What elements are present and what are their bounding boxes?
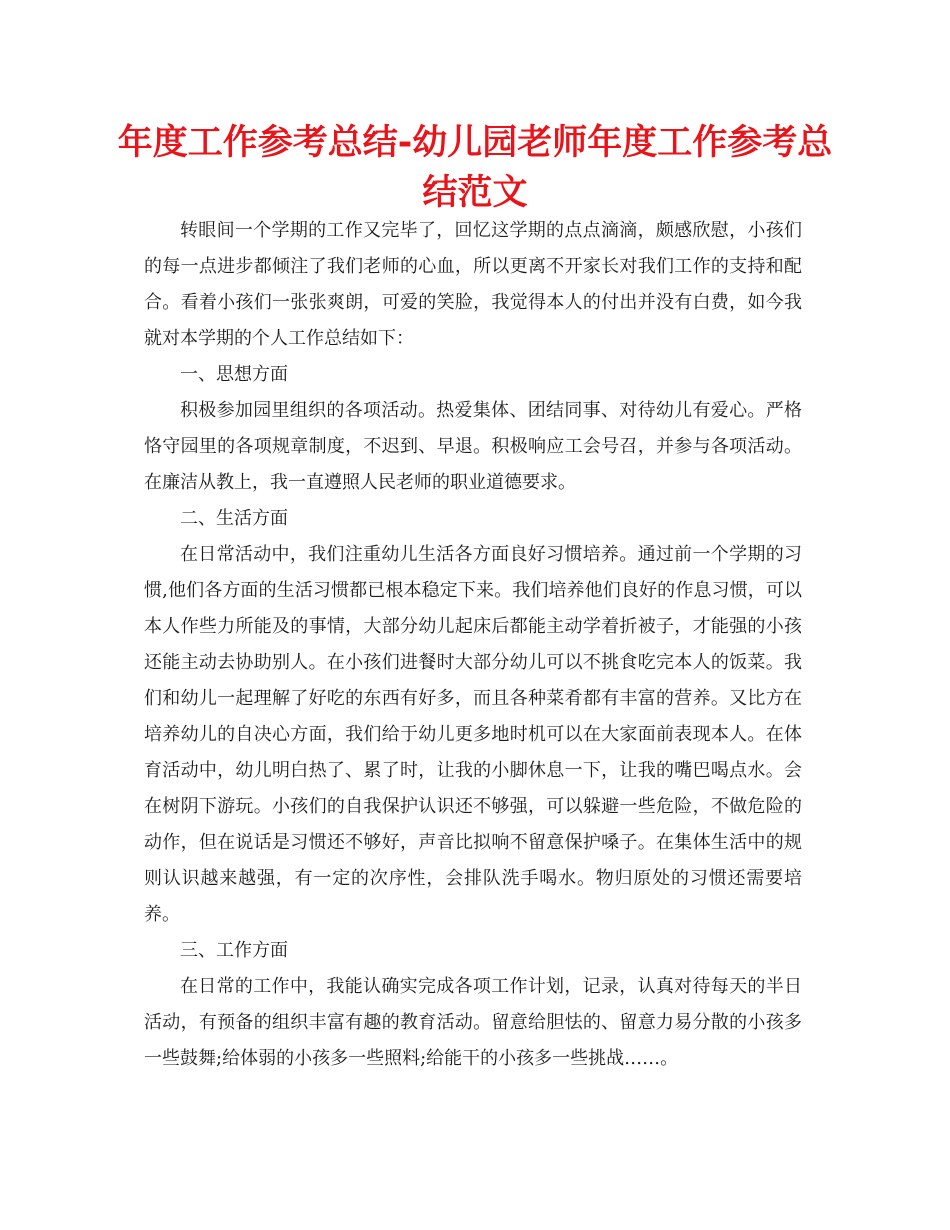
section-heading-life: 二、生活方面: [180, 508, 288, 529]
intro-paragraph: 转眼间一个学期的工作又完毕了，回忆这学期的点点滴滴，颇感欣慰，小孩们的每一点进步都倾注了我们老师的心血，所以更离不开家长对我们工作的支持和配合。看着小孩们一张张爽朗，可爱的笑脸，我觉得本人的付出并没有白费，如今我就对本学期的个人工作总结如下：: [144, 220, 802, 349]
section-heading-work: 三、工作方面: [180, 940, 288, 961]
thought-paragraph: 积极参加园里组织的各项活动。热爱集体、团结同事、对待幼儿有爱心。严格恪守园里的各项规章制度，不迟到、早退。积极响应工会号召，并参与各项活动。在廉洁从教上，我一直遵照人民老师的职业道德要求。: [144, 400, 802, 493]
document-body: [144, 213, 802, 1077]
life-paragraph: 在日常活动中，我们注重幼儿生活各方面良好习惯培养。通过前一个学期的习惯,他们各方面的生活习惯都已根本稳定下来。我们培养他们良好的作息习惯，可以本人作些力所能及的事情，大部分幼儿起床后都能主动学着折被子，才能强的小孩还能主动去协助别人。在小孩们进餐时大部分幼儿可以不挑食吃完本人的饭菜。我们和幼儿一起理解了好吃的东西有好多，而且各种菜肴都有丰富的营养。又比方在培养幼儿的自决心方面，我们给于幼儿更多地时机可以在大家面前表现本人。在体育活动中，幼儿明白热了、累了时，让我的小脚休息一下，让我的嘴巴喝点水。会在树阴下游玩。小孩们的自我保护认识还不够强，可以躲避一些危险，不做危险的动作，但在说话是习惯还不够好，声音比拟响不留意保护嗓子。在集体生活中的规则认识越来越强，有一定的次序性，会排队洗手喝水。物归原处的习惯还需要培养。: [144, 544, 802, 925]
document-title: 年度工作参考总结-幼儿园老师年度工作参考总结范文: [117, 123, 833, 213]
work-paragraph: 在日常的工作中，我能认确实完成各项工作计划，记录，认真对待每天的半日活动，有预备的组织丰富有趣的教育活动。留意给胆怯的、留意力易分散的小孩多一些鼓舞;给体弱的小孩多一些照料;给能干的小孩多一些挑战……。: [144, 976, 802, 1069]
section-heading-thought: 一、思想方面: [180, 364, 288, 385]
